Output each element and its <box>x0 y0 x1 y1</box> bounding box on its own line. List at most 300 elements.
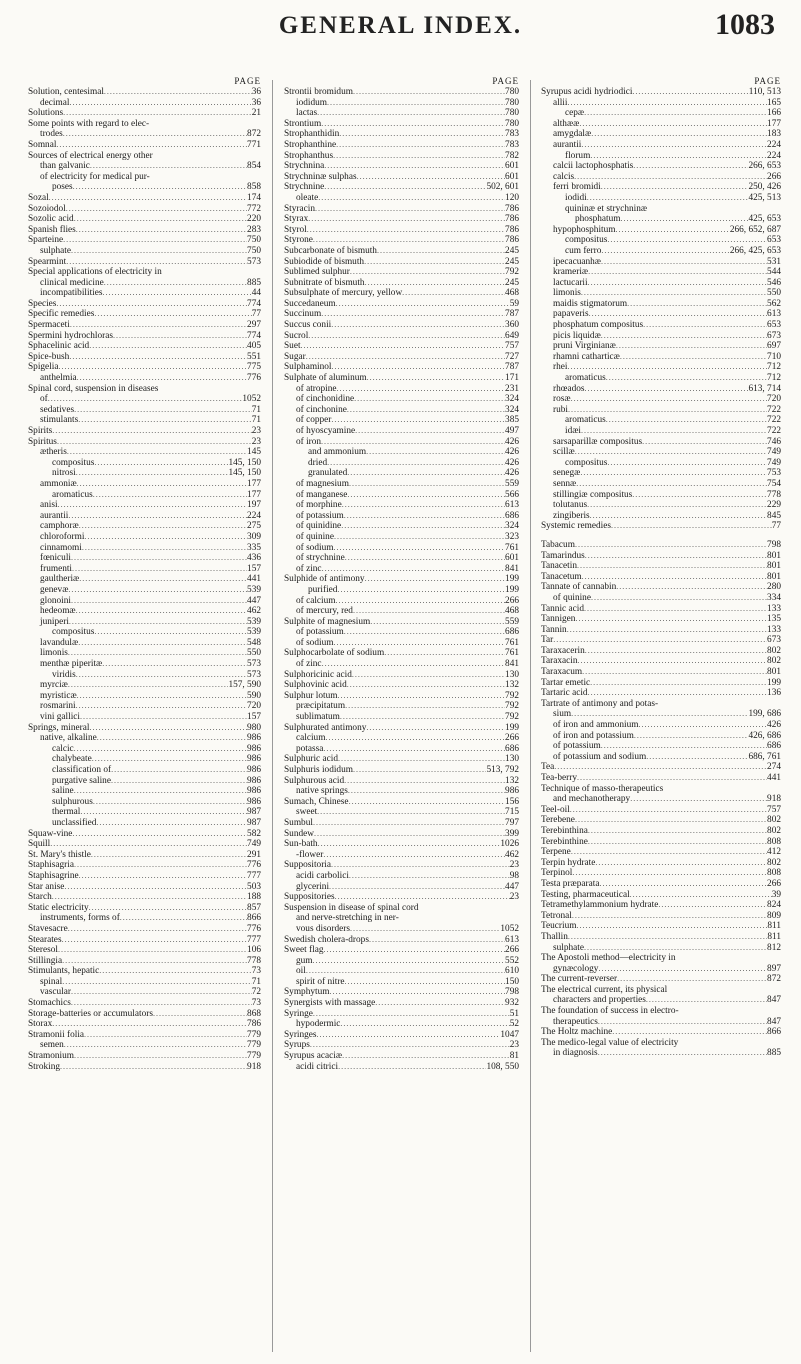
index-entry <box>28 712 261 723</box>
index-entry <box>284 352 519 363</box>
index-entry <box>28 415 261 426</box>
dot-leader <box>66 257 247 268</box>
dot-leader <box>333 638 505 649</box>
entry-term: Strychnine <box>284 182 325 193</box>
entry-term: ætheris <box>40 447 67 458</box>
dot-leader <box>350 267 505 278</box>
index-entry <box>28 574 261 585</box>
entry-term: Suet <box>284 341 301 352</box>
dot-leader <box>646 752 748 763</box>
entry-term: Sulphuris iodidum <box>284 765 353 775</box>
entry-page-ref: 776 <box>247 860 261 871</box>
entry-page-ref: 783 <box>505 139 519 150</box>
entry-page-ref: 106 <box>247 945 261 956</box>
index-entry <box>284 257 519 268</box>
dot-leader <box>78 638 247 649</box>
dot-leader <box>598 1017 767 1028</box>
entry-page-ref: 872 <box>767 974 781 985</box>
entry-term: Static electricity <box>28 902 89 913</box>
entry-term: Spice-bush <box>28 351 70 362</box>
entry-term: Sugar <box>284 351 306 362</box>
page-number: 1083 <box>715 8 775 41</box>
index-entry <box>541 1017 781 1028</box>
entry-page-ref: 462 <box>505 849 519 860</box>
entry-page-ref: 986 <box>505 786 519 797</box>
entry-term: limonis <box>40 648 68 659</box>
entry-term: viridis <box>52 669 76 680</box>
entry-term: calcis <box>553 171 575 182</box>
entry-page-ref: 199 <box>767 677 781 688</box>
index-entry <box>28 987 261 998</box>
dot-leader <box>342 500 505 511</box>
entry-term: purified <box>308 584 338 595</box>
entry-page-ref: 801 <box>767 550 781 561</box>
entry-page-ref: 36 <box>251 87 261 97</box>
entry-term: Spearmint <box>28 256 67 267</box>
index-entry <box>284 532 519 543</box>
index-entry <box>541 108 781 119</box>
index-entry <box>541 288 781 299</box>
dot-leader <box>617 974 767 985</box>
entry-term: Solution, centesimal <box>28 87 104 97</box>
index-entry <box>28 913 261 924</box>
entry-term: anthelmia <box>40 373 77 384</box>
dot-leader <box>616 225 730 236</box>
entry-page-ref: 188 <box>247 892 261 903</box>
dot-leader <box>314 829 505 840</box>
entry-page-ref: 775 <box>247 362 261 373</box>
dot-leader <box>554 762 767 773</box>
entry-page-ref: 673 <box>767 635 781 646</box>
dot-leader <box>579 119 767 130</box>
index-entry <box>541 299 781 310</box>
dot-leader <box>68 924 247 935</box>
index-entry <box>541 521 781 532</box>
entry-term: compositus <box>565 235 608 246</box>
index-entry <box>541 815 781 826</box>
index-entry <box>541 479 781 490</box>
entry-page-ref: 462 <box>247 606 261 617</box>
index-entry <box>284 331 519 342</box>
index-entry <box>28 723 261 734</box>
index-entry <box>28 278 261 289</box>
entry-page-ref: 73 <box>251 998 261 1009</box>
entry-term: acidi carbolici <box>296 870 349 881</box>
dot-leader <box>370 617 505 628</box>
dot-leader <box>632 87 748 98</box>
index-entry <box>28 754 261 765</box>
index-entry <box>28 405 261 416</box>
index-entry <box>284 225 519 236</box>
entry-term: Sparteine <box>28 235 64 246</box>
entry-page-ref: 649 <box>505 330 519 341</box>
entry-page-ref: 23 <box>509 892 519 903</box>
index-entry <box>28 521 261 532</box>
entry-term: zingiberis <box>553 510 590 521</box>
dot-leader <box>331 860 510 871</box>
entry-page-ref: 712 <box>767 373 781 384</box>
dot-leader <box>103 288 252 299</box>
entry-page-ref: 548 <box>247 637 261 648</box>
entry-term: thermal <box>52 807 81 818</box>
entry-term: of potassium <box>553 741 601 752</box>
entry-term: Terpin hydrate <box>541 857 596 868</box>
entry-term: Subnitrate of bismuth <box>284 277 365 288</box>
dot-leader <box>585 384 749 395</box>
entry-page-ref: 133 <box>767 624 781 635</box>
dot-leader <box>153 1009 247 1020</box>
entry-term: amygdalæ <box>553 129 592 140</box>
index-entry <box>541 362 781 373</box>
index-entry <box>28 119 261 130</box>
index-entry <box>541 604 781 615</box>
index-entry <box>28 447 261 458</box>
index-entry <box>284 98 519 109</box>
dot-leader <box>71 998 252 1009</box>
index-entry <box>541 731 781 742</box>
entry-page-ref: 23 <box>509 1040 519 1051</box>
index-entry <box>541 540 781 551</box>
dot-leader <box>616 341 767 352</box>
index-entry <box>28 299 261 310</box>
entry-term: Specific remedies <box>28 309 95 320</box>
index-entry <box>541 890 781 901</box>
entry-page-ref: 550 <box>767 288 781 299</box>
index-entry <box>541 490 781 501</box>
dot-leader <box>584 108 767 119</box>
dot-leader <box>76 606 247 617</box>
entry-page-ref: 280 <box>767 582 781 593</box>
entry-term: The medico-legal value of electricity <box>541 1037 679 1048</box>
index-entry <box>28 956 261 967</box>
entry-page-ref: 324 <box>505 521 519 532</box>
entry-term: hedeomæ <box>40 606 76 617</box>
entry-term: Tannin <box>541 624 567 635</box>
index-entry <box>541 614 781 625</box>
entry-term: Tanacetum <box>541 571 582 582</box>
entry-page-ref: 77 <box>251 309 261 320</box>
entry-term: hypophosphitum <box>553 224 616 235</box>
dot-leader <box>590 511 767 522</box>
index-entry <box>284 235 519 246</box>
entry-page-ref: 291 <box>247 849 261 860</box>
dot-leader <box>74 744 247 755</box>
index-entry <box>284 490 519 501</box>
dot-leader <box>113 331 247 342</box>
dot-leader <box>601 331 767 342</box>
index-entry <box>541 140 781 151</box>
entry-page-ref: 324 <box>505 394 519 405</box>
dot-leader <box>331 320 505 331</box>
dot-leader <box>571 709 748 720</box>
index-entry <box>28 532 261 543</box>
entry-term: Tartar emetic <box>541 677 591 688</box>
entry-page-ref: 245 <box>505 277 519 288</box>
entry-term: Syringes <box>284 1029 317 1040</box>
entry-term: Stramonium <box>28 1051 74 1062</box>
index-entry <box>541 468 781 479</box>
entry-term: Star anise <box>28 881 65 892</box>
dot-leader <box>612 1027 767 1038</box>
index-entry <box>541 437 781 448</box>
entry-page-ref: 23 <box>509 860 519 871</box>
index-entry <box>28 490 261 501</box>
dot-leader <box>581 426 767 437</box>
entry-term: Suspension in disease of spinal cord <box>284 902 419 913</box>
index-entry <box>28 87 261 98</box>
index-entry <box>541 593 781 604</box>
entry-term: vous disorders <box>296 923 350 934</box>
entry-term: Sulphocarbolate of sodium <box>284 648 385 659</box>
entry-term: iodidum <box>296 97 327 108</box>
entry-page-ref: 857 <box>247 902 261 913</box>
entry-page-ref: 772 <box>247 203 261 214</box>
index-entry <box>284 987 519 998</box>
dot-leader <box>588 837 767 848</box>
index-entry <box>541 394 781 405</box>
index-entry <box>284 956 519 967</box>
dot-leader <box>313 956 506 967</box>
dot-leader <box>599 879 767 890</box>
dot-leader <box>58 500 247 511</box>
entry-page-ref: 771 <box>247 139 261 150</box>
index-entry <box>28 585 261 596</box>
dot-leader <box>344 627 505 638</box>
entry-page-ref: 715 <box>505 807 519 818</box>
entry-page-ref: 98 <box>509 870 519 881</box>
entry-page-ref: 23 <box>251 436 261 447</box>
dot-leader <box>590 151 767 162</box>
dot-leader <box>357 172 505 183</box>
index-entry <box>541 656 781 667</box>
entry-term: maidis stigmatorum <box>553 298 628 309</box>
index-entry <box>541 868 781 879</box>
entry-page-ref: 986 <box>247 733 261 744</box>
entry-term: menthæ piperitæ <box>40 659 103 670</box>
index-entry <box>541 921 781 932</box>
dot-leader <box>568 405 767 416</box>
entry-term: gynæcology <box>553 963 599 974</box>
entry-term: The Apostoli method—electricity in <box>541 953 676 964</box>
entry-page-ref: 468 <box>505 606 519 617</box>
index-entry <box>284 966 519 977</box>
entry-page-ref: 405 <box>247 341 261 352</box>
dot-leader <box>84 1030 247 1041</box>
index-entry <box>284 108 519 119</box>
index-entry <box>284 511 519 522</box>
index-entry <box>28 1040 261 1051</box>
dot-leader <box>49 193 247 204</box>
entry-term: sarsaparillæ compositus <box>553 436 643 447</box>
dot-leader <box>576 479 767 490</box>
index-entry <box>541 837 781 848</box>
dot-leader <box>633 161 748 172</box>
index-entry <box>541 847 781 858</box>
entry-page-ref: 44 <box>251 288 261 299</box>
entry-term: Synergists with massage <box>284 998 376 1009</box>
entry-term: althææ <box>553 118 580 129</box>
index-entry <box>284 320 519 331</box>
entry-page-ref: 266 <box>767 878 781 889</box>
entry-page-ref: 786 <box>247 1019 261 1030</box>
entry-term: saline <box>52 786 74 797</box>
entry-term: Taraxacerin <box>541 645 585 656</box>
dot-leader <box>582 667 767 678</box>
column-divider <box>530 80 531 1352</box>
entry-term: classification of <box>52 765 112 775</box>
index-entry <box>541 900 781 911</box>
index-entry <box>284 214 519 225</box>
dot-leader <box>338 1062 486 1073</box>
entry-term: Sublimed sulphur <box>284 267 350 278</box>
entry-term: Tannic acid <box>541 603 584 614</box>
entry-page-ref: 787 <box>505 362 519 373</box>
dot-leader <box>327 458 505 469</box>
dot-leader <box>345 977 506 988</box>
index-entry <box>28 701 261 712</box>
entry-term: vascular <box>40 987 71 998</box>
entry-term: of magnesium <box>296 478 349 489</box>
dot-leader <box>627 299 767 310</box>
index-entry <box>541 129 781 140</box>
entry-page-ref: 932 <box>505 998 519 1009</box>
entry-term: Stomachics <box>28 998 71 1009</box>
dot-leader <box>567 362 767 373</box>
index-entry <box>284 807 519 818</box>
entry-term: juniperi <box>40 616 69 627</box>
entry-term: Spermini hydrochloras <box>28 330 113 341</box>
entry-page-ref: 245 <box>505 245 519 256</box>
entry-page-ref: 797 <box>505 817 519 828</box>
entry-term: decimal <box>40 97 70 108</box>
index-entry <box>541 646 781 657</box>
index-entry <box>284 617 519 628</box>
entry-term: sublimatum <box>296 712 340 723</box>
dot-leader <box>79 574 247 585</box>
entry-page-ref: 426 <box>505 436 519 447</box>
dot-leader <box>377 246 505 257</box>
dot-leader <box>350 924 500 935</box>
dot-leader <box>355 426 505 437</box>
dot-leader <box>341 521 505 532</box>
dot-leader <box>345 701 505 712</box>
entry-page-ref: 224 <box>247 510 261 521</box>
entry-term: pruni Virginianæ <box>553 341 616 352</box>
index-entry <box>541 1027 781 1038</box>
entry-term: senegæ <box>553 468 581 479</box>
dot-leader <box>313 235 505 246</box>
dot-leader <box>577 921 768 932</box>
dot-leader <box>620 214 748 225</box>
entry-term: oil <box>296 966 306 977</box>
entry-term: of iron and ammonium <box>553 720 639 731</box>
entry-term: Squill <box>28 839 51 850</box>
index-entry <box>284 161 519 172</box>
entry-page-ref: 757 <box>505 341 519 352</box>
entry-page-ref: 601 <box>505 553 519 564</box>
dot-leader <box>333 543 505 554</box>
index-entry <box>284 1051 519 1062</box>
index-entry <box>541 87 781 98</box>
entry-page-ref: 266, 653 <box>748 161 781 172</box>
entry-page-ref: 266 <box>505 595 519 606</box>
dot-leader <box>658 900 767 911</box>
index-entry <box>541 405 781 416</box>
entry-term: Sweet flag <box>284 945 324 956</box>
dot-leader <box>102 659 247 670</box>
dot-leader <box>76 701 247 712</box>
dot-leader <box>92 754 247 765</box>
entry-term: Sulphate of aluminum <box>284 373 367 384</box>
entry-term: aromaticus <box>52 489 93 500</box>
dot-leader <box>575 447 767 458</box>
entry-term: Sundew <box>284 828 314 839</box>
dot-leader <box>601 182 749 193</box>
index-entry <box>284 585 519 596</box>
entry-term: Tanacetin <box>541 561 577 572</box>
entry-page-ref: 108, 550 <box>486 1061 519 1072</box>
dot-leader <box>93 797 247 808</box>
dot-leader <box>322 564 505 575</box>
dot-leader <box>630 794 767 805</box>
index-entry <box>284 744 519 755</box>
index-entry <box>541 932 781 943</box>
entry-page-ref: 673 <box>767 330 781 341</box>
entry-page-ref: 653 <box>767 320 781 331</box>
entry-term: Symphytum <box>284 987 330 998</box>
index-entry <box>284 829 519 840</box>
dot-leader <box>601 741 767 752</box>
entry-page-ref: 710 <box>767 351 781 362</box>
index-entry <box>541 551 781 562</box>
entry-page-ref: 559 <box>505 616 519 627</box>
index-entry <box>284 1009 519 1020</box>
entry-term: aromaticus <box>565 373 606 384</box>
entry-term: Staphisagria <box>28 860 74 871</box>
entry-term: sulphurous <box>52 796 93 807</box>
index-entry <box>28 225 261 236</box>
dot-leader <box>62 935 247 946</box>
index-entry <box>28 765 261 776</box>
entry-page-ref: 546 <box>767 277 781 288</box>
entry-page-ref: 858 <box>247 182 261 193</box>
dot-leader <box>324 182 486 193</box>
entry-term: Sucrol <box>284 330 309 341</box>
entry-page-ref: 551 <box>247 351 261 362</box>
index-entry <box>541 741 781 752</box>
entry-page-ref: 986 <box>247 743 261 754</box>
entry-page-ref: 220 <box>247 214 261 225</box>
dot-leader <box>634 731 749 742</box>
entry-page-ref: 761 <box>505 637 519 648</box>
entry-term: Strophanthus <box>284 150 334 161</box>
entry-page-ref: 132 <box>505 775 519 786</box>
entry-term: Technique of masso-therapeutics <box>541 783 664 794</box>
entry-page-ref: 987 <box>247 817 261 828</box>
index-entry <box>541 204 781 215</box>
dot-leader <box>323 744 505 755</box>
index-entry <box>28 108 261 119</box>
index-entry <box>28 966 261 977</box>
dot-leader <box>313 818 505 829</box>
index-entry <box>284 204 519 215</box>
entry-term: The foundation of success in electro- <box>541 1006 679 1017</box>
entry-term: Spinal cord, suspension in diseases <box>28 383 159 394</box>
index-entry <box>541 625 781 636</box>
entry-page-ref: 868 <box>247 1008 261 1019</box>
entry-term: rhamni catharticæ <box>553 351 620 362</box>
index-entry <box>28 977 261 988</box>
